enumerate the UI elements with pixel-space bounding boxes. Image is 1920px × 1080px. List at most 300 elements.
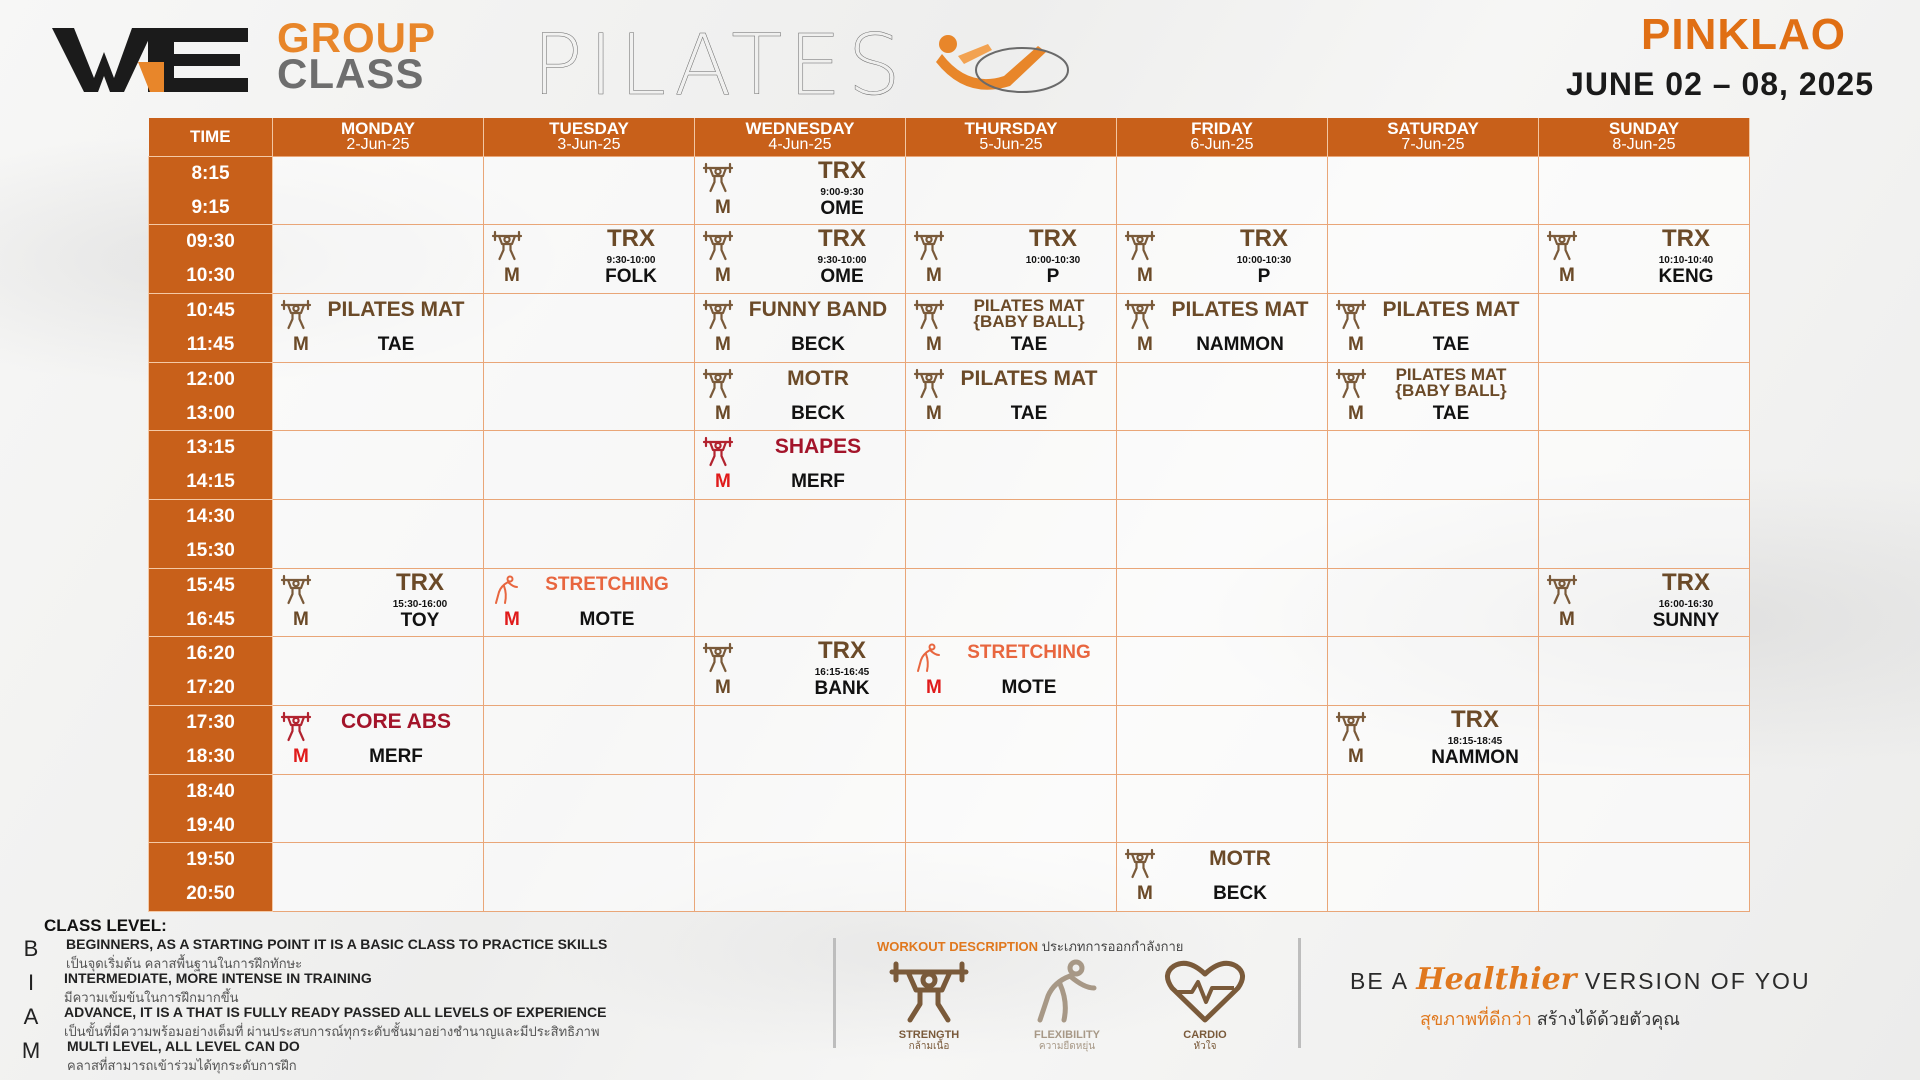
- schedule-cell: [906, 774, 1117, 843]
- class-name: FUNNY BAND: [748, 297, 888, 321]
- schedule-cell: [273, 156, 484, 225]
- strength-icon: [886, 958, 972, 1026]
- schedule-cell: [1328, 431, 1539, 500]
- schedule-cell: [1539, 843, 1750, 912]
- cardio-strength-icon: [280, 711, 312, 743]
- day-name: MONDAY: [341, 118, 415, 138]
- class-entry[interactable]: [695, 225, 905, 293]
- schedule-cell: [484, 774, 695, 843]
- strength-icon: [913, 230, 945, 262]
- slot-start-time: 16:20: [186, 643, 235, 665]
- slot-start-time: 14:30: [186, 505, 235, 527]
- day-name: SATURDAY: [1387, 118, 1479, 138]
- level-description-thai: เป็นขั้นที่มีความพร้อมอย่างเต็มที่ ผ่านประสบการณ์ทุกระดับชั้นมาอย่างชำนาญและมีประสิทธิภาพ: [64, 1024, 600, 1039]
- time-cell: [149, 568, 273, 637]
- day-date: 5-Jun-25: [979, 135, 1043, 153]
- schedule-cell: [1117, 362, 1328, 431]
- class-level: M: [1559, 265, 1575, 287]
- day-header-saturday: [1328, 118, 1539, 156]
- strength-icon: [1546, 574, 1578, 606]
- slot-start-time: 12:00: [186, 368, 235, 390]
- schedule-cell: [484, 156, 695, 225]
- schedule-cell: [484, 706, 695, 775]
- schedule-cell: [1539, 774, 1750, 843]
- class-name: TRX: [818, 156, 866, 184]
- workout-strength: [869, 958, 989, 1052]
- strength-icon: [702, 368, 734, 400]
- class-level: M: [1137, 265, 1153, 287]
- class-level: M: [1137, 333, 1153, 355]
- schedule-cell: [1539, 637, 1750, 706]
- flexibility-icon: [491, 574, 523, 606]
- time-slot-row: [149, 362, 1750, 431]
- schedule-cell: [1117, 431, 1328, 500]
- schedule-cell: [1117, 843, 1328, 912]
- class-entry[interactable]: [906, 294, 1116, 362]
- class-name: PILATES MAT: [1382, 297, 1520, 321]
- schedule-cell: [1539, 156, 1750, 225]
- class-level: M: [715, 333, 731, 355]
- slot-start-time: 15:45: [186, 574, 235, 596]
- schedule-cell: [273, 706, 484, 775]
- schedule-cell: [906, 431, 1117, 500]
- class-name: TRX: [1029, 225, 1077, 253]
- instructor-name: OME: [820, 197, 864, 219]
- we-logo: [52, 22, 252, 94]
- schedule-cell: [1328, 293, 1539, 362]
- schedule-header-row: [149, 118, 1750, 156]
- schedule-cell: [273, 293, 484, 362]
- class-time: 10:00-10:30: [1025, 255, 1081, 267]
- pilates-title: PILATES: [532, 16, 907, 114]
- class-time: 9:30-10:00: [606, 255, 656, 267]
- schedule-cell: [273, 637, 484, 706]
- class-level: M: [715, 265, 731, 287]
- class-entry[interactable]: [1117, 294, 1327, 362]
- time-cell: [149, 293, 273, 362]
- schedule-cell: [906, 225, 1117, 294]
- class-level: M: [293, 333, 309, 355]
- slot-end-time: 9:15: [191, 196, 230, 218]
- level-description: MULTI LEVEL, ALL LEVEL CAN DO: [67, 1038, 300, 1054]
- day-header-monday: [273, 118, 484, 156]
- time-cell: [149, 499, 273, 568]
- strength-icon: [280, 299, 312, 331]
- class-entry[interactable]: [273, 294, 483, 362]
- day-name: SUNDAY: [1608, 118, 1680, 138]
- class-name: TRX: [818, 637, 866, 665]
- class-entry[interactable]: [695, 157, 905, 225]
- class-level: M: [926, 402, 942, 424]
- level-letter: B: [23, 936, 39, 961]
- class-name: TRX: [1662, 225, 1710, 253]
- class-entry[interactable]: [273, 706, 483, 774]
- schedule-cell: [1539, 225, 1750, 294]
- slot-end-time: 15:30: [186, 539, 235, 561]
- time-slot-row: [149, 156, 1750, 225]
- schedule-cell: [695, 706, 906, 775]
- day-date: 6-Jun-25: [1190, 135, 1254, 153]
- slot-start-time: 18:40: [186, 780, 235, 802]
- class-name-line: PILATES MAT: [973, 295, 1085, 315]
- strength-icon: [1124, 848, 1156, 880]
- strength-icon: [1124, 230, 1156, 262]
- schedule-cell: [484, 843, 695, 912]
- instructor-name: P: [1257, 266, 1271, 288]
- class-time: 9:30-10:00: [817, 255, 867, 267]
- schedule-cell: [695, 225, 906, 294]
- class-name: STRETCHING: [967, 642, 1091, 664]
- class-level: M: [926, 677, 942, 699]
- class-name-line: {BABY BALL}: [973, 311, 1085, 331]
- schedule-cell: [273, 568, 484, 637]
- slot-start-time: 13:15: [186, 437, 235, 459]
- strength-icon: [1335, 711, 1367, 743]
- class-entry[interactable]: [273, 569, 483, 637]
- class-name: TRX: [1240, 225, 1288, 253]
- schedule-cell: [906, 362, 1117, 431]
- workout-title-en: WORKOUT DESCRIPTION: [877, 939, 1039, 954]
- day-header-thursday: [906, 118, 1117, 156]
- slogan-healthier: Healthier: [1416, 962, 1577, 997]
- time-cell: [149, 156, 273, 225]
- schedule-cell: [1539, 293, 1750, 362]
- divider: [833, 938, 836, 1048]
- instructor-name: TAE: [1010, 333, 1048, 355]
- class-entry[interactable]: [1328, 363, 1538, 431]
- schedule-cell: [273, 225, 484, 294]
- class-entry[interactable]: [906, 363, 1116, 431]
- day-date: 4-Jun-25: [768, 135, 832, 153]
- instructor-name: BANK: [814, 678, 870, 700]
- instructor-name: NAMMON: [1196, 333, 1284, 355]
- class-entry[interactable]: [695, 294, 905, 362]
- instructor-name: BECK: [791, 333, 845, 355]
- class-level: M: [926, 333, 942, 355]
- class-entry[interactable]: [484, 569, 694, 637]
- class-entry[interactable]: [1328, 294, 1538, 362]
- class-level: M: [1348, 333, 1364, 355]
- strength-icon: [702, 162, 734, 194]
- schedule-cell: [906, 843, 1117, 912]
- time-column-header: TIME: [149, 118, 273, 156]
- group-class-title: [277, 14, 437, 97]
- schedule-cell: [1328, 706, 1539, 775]
- strength-icon: [702, 642, 734, 674]
- strength-icon: [280, 574, 312, 606]
- strength-icon: [702, 230, 734, 262]
- class-time: 18:15-18:45: [1447, 736, 1503, 747]
- class-name-line: {BABY BALL}: [1395, 380, 1507, 400]
- slot-end-time: 14:15: [186, 471, 235, 493]
- class-level: M: [715, 402, 731, 424]
- level-description-thai: เป็นจุดเริ่มต้น คลาสพื้นฐานในการฝึกทักษะ: [66, 956, 303, 971]
- schedule-cell: [695, 293, 906, 362]
- workout-flexibility: [1007, 958, 1127, 1052]
- schedule-cell: [1328, 499, 1539, 568]
- instructor-name: MOTE: [579, 608, 635, 630]
- schedule-cell: [1117, 568, 1328, 637]
- time-cell: [149, 774, 273, 843]
- schedule-cell: [695, 362, 906, 431]
- class-level: M: [1559, 608, 1575, 630]
- schedule-cell: [906, 637, 1117, 706]
- class-entry[interactable]: [695, 363, 905, 431]
- schedule-cell: [1539, 706, 1750, 775]
- day-name: TUESDAY: [549, 118, 629, 138]
- class-name: PILATES MAT: [327, 297, 465, 321]
- time-cell: [149, 362, 273, 431]
- day-header-tuesday: [484, 118, 695, 156]
- class-entry[interactable]: [906, 637, 1116, 705]
- group-label: GROUP: [277, 14, 437, 61]
- class-level: M: [1348, 402, 1364, 424]
- time-cell: [149, 225, 273, 294]
- day-header-wednesday: [695, 118, 906, 156]
- schedule-cell: [484, 362, 695, 431]
- slot-start-time: 19:50: [186, 849, 235, 871]
- slot-start-time: 17:30: [186, 712, 235, 733]
- schedule-cell: [906, 706, 1117, 775]
- time-slot-row: [149, 431, 1750, 500]
- schedule-cell: [695, 499, 906, 568]
- class-level: M: [504, 608, 520, 630]
- workout-caption-thai: ความยืดหยุ่น: [1038, 1041, 1096, 1052]
- instructor-name: TAE: [1432, 402, 1470, 424]
- class-label: CLASS: [277, 50, 425, 97]
- day-header-sunday: [1539, 118, 1750, 156]
- strength-icon: [1546, 230, 1578, 262]
- class-name: PILATES MAT: [1171, 297, 1309, 321]
- schedule-cell: [1539, 362, 1750, 431]
- instructor-name: NAMMON: [1431, 747, 1519, 768]
- slogan: [1350, 962, 1811, 997]
- strength-icon: [913, 368, 945, 400]
- class-name: TRX: [396, 568, 444, 596]
- schedule-cell: [1117, 293, 1328, 362]
- class-level: M: [504, 265, 520, 287]
- pilates-pose-icon: [918, 26, 1078, 96]
- cardio-strength-icon: [702, 436, 734, 468]
- class-time: 10:10-10:40: [1658, 255, 1714, 267]
- schedule-cell: [1328, 774, 1539, 843]
- strength-icon: [913, 299, 945, 331]
- workout-caption: FLEXIBILITY: [1034, 1029, 1100, 1041]
- workout-caption: STRENGTH: [898, 1029, 960, 1041]
- time-slot-row: [149, 568, 1750, 637]
- class-level: M: [715, 471, 731, 493]
- time-slot-row: [149, 499, 1750, 568]
- schedule-cell: [484, 225, 695, 294]
- day-date: 7-Jun-25: [1401, 135, 1465, 153]
- time-slot-row: [149, 225, 1750, 294]
- strength-icon: [702, 299, 734, 331]
- schedule-cell: [484, 568, 695, 637]
- class-name: MOTR: [787, 366, 849, 390]
- level-letter: I: [27, 970, 35, 995]
- class-name-line: PILATES MAT: [1395, 364, 1507, 384]
- schedule-cell: [273, 431, 484, 500]
- schedule-cell: [906, 293, 1117, 362]
- class-entry[interactable]: [1117, 225, 1327, 293]
- instructor-name: SUNNY: [1652, 609, 1720, 631]
- date-range: JUNE 02 – 08, 2025: [1566, 66, 1874, 102]
- time-slot-row: [149, 293, 1750, 362]
- instructor-name: BECK: [1213, 883, 1267, 905]
- class-level: M: [293, 608, 309, 630]
- class-name: PILATES MAT: [960, 366, 1098, 390]
- schedule-cell: [1328, 568, 1539, 637]
- level-description-thai: มีความเข้มข้นในการฝึกมากขึ้น: [64, 990, 239, 1005]
- schedule-cell: [1117, 225, 1328, 294]
- schedule-cell: [1539, 568, 1750, 637]
- class-level: M: [715, 677, 731, 699]
- class-entry[interactable]: [1539, 569, 1749, 637]
- class-entry[interactable]: [695, 637, 905, 705]
- day-date: 3-Jun-25: [557, 135, 621, 153]
- workout-caption: CARDIO: [1183, 1029, 1227, 1041]
- class-time: 15:30-16:00: [392, 598, 448, 610]
- strength-icon: [1335, 368, 1367, 400]
- instructor-name: TAE: [377, 333, 415, 355]
- schedule-cell: [1328, 225, 1539, 294]
- divider: [1298, 938, 1301, 1048]
- schedule-cell: [484, 293, 695, 362]
- schedule-cell: [273, 362, 484, 431]
- level-description: INTERMEDIATE, MORE INTENSE IN TRAINING: [64, 970, 372, 986]
- schedule-cell: [484, 499, 695, 568]
- class-entry[interactable]: [1539, 225, 1749, 293]
- schedule-cell: [273, 843, 484, 912]
- schedule-cell: [1117, 637, 1328, 706]
- time-slot-row: [149, 706, 1750, 775]
- schedule-cell: [695, 568, 906, 637]
- day-header-friday: [1117, 118, 1328, 156]
- day-date: 2-Jun-25: [346, 135, 410, 153]
- class-name: TRX: [1662, 568, 1710, 596]
- schedule-cell: [273, 774, 484, 843]
- slogan-thai: [1420, 1004, 1680, 1033]
- day-name: FRIDAY: [1191, 118, 1253, 138]
- instructor-name: MERF: [791, 471, 845, 493]
- class-name: MOTR: [1209, 847, 1271, 871]
- class-entry[interactable]: [906, 225, 1116, 293]
- schedule-cell: [695, 637, 906, 706]
- class-level: M: [926, 265, 942, 287]
- schedule-cell: [273, 499, 484, 568]
- class-entry[interactable]: [484, 225, 694, 293]
- class-name: CORE ABS: [340, 710, 452, 733]
- level-letter: A: [23, 1004, 39, 1029]
- slot-start-time: 10:45: [186, 299, 235, 321]
- class-entry[interactable]: [1117, 843, 1327, 911]
- slogan-suffix: VERSION OF YOU: [1584, 968, 1811, 994]
- day-date: 8-Jun-25: [1612, 135, 1676, 153]
- schedule-cell: [906, 499, 1117, 568]
- class-time: 9:00-9:30: [820, 186, 864, 198]
- level-description: BEGINNERS, AS A STARTING POINT IT IS A BASIC CLASS TO PRACTICE SKILLS: [66, 936, 608, 952]
- class-name: SHAPES: [774, 435, 862, 459]
- schedule-cell: [1117, 706, 1328, 775]
- schedule-cell: [695, 156, 906, 225]
- slogan-thai-2: สร้างได้ด้วยตัวคุณ: [1531, 1009, 1680, 1029]
- class-entry[interactable]: [1328, 706, 1538, 774]
- slot-end-time: 11:45: [186, 333, 235, 355]
- class-name: STRETCHING: [545, 573, 669, 595]
- schedule-cell: [695, 774, 906, 843]
- slot-start-time: 8:15: [191, 162, 230, 184]
- level-description-thai: คลาสที่สามารถเข้าร่วมได้ทุกระดับการฝึก: [67, 1058, 297, 1073]
- instructor-name: TAE: [1432, 333, 1470, 355]
- class-name: TRX: [818, 225, 866, 253]
- class-level: M: [715, 196, 731, 218]
- slot-end-time: 20:50: [186, 883, 235, 905]
- time-slot-row: [149, 843, 1750, 912]
- level-description: ADVANCE, IT IS A THAT IS FULLY READY PASSED ALL LEVELS OF EXPERIENCE: [64, 1004, 607, 1020]
- cardio-icon: [1162, 958, 1248, 1026]
- instructor-name: BECK: [791, 402, 845, 424]
- slogan-thai-1: สุขภาพที่ดีกว่า: [1420, 1009, 1532, 1029]
- strength-icon: [1335, 299, 1367, 331]
- schedule-cell: [906, 156, 1117, 225]
- time-slot-row: [149, 774, 1750, 843]
- schedule-cell: [906, 568, 1117, 637]
- level-letter: M: [21, 1038, 41, 1063]
- class-time: 10:00-10:30: [1236, 255, 1292, 267]
- schedule-cell: [1117, 774, 1328, 843]
- workout-title-th: ประเภทการออกกำลังกาย: [1041, 939, 1184, 954]
- schedule-cell: [695, 843, 906, 912]
- workout-cardio: [1145, 958, 1265, 1052]
- branch-name: PINKLAO: [1641, 10, 1846, 59]
- time-cell: [149, 431, 273, 500]
- time-cell: [149, 843, 273, 912]
- slot-end-time: 16:45: [186, 608, 235, 630]
- time-cell: [149, 637, 273, 706]
- instructor-name: MERF: [369, 746, 423, 767]
- instructor-name: OME: [820, 266, 864, 288]
- flexibility-icon: [913, 642, 945, 674]
- time-cell: [149, 706, 273, 775]
- schedule-cell: [695, 431, 906, 500]
- instructor-name: TAE: [1010, 402, 1048, 424]
- class-level: M: [293, 746, 309, 767]
- schedule-cell: [1539, 431, 1750, 500]
- slot-end-time: 19:40: [186, 814, 235, 836]
- instructor-name: FOLK: [605, 266, 657, 288]
- slot-start-time: 09:30: [186, 231, 235, 253]
- time-slot-row: [149, 637, 1750, 706]
- class-entry[interactable]: [695, 431, 905, 499]
- schedule-table: [148, 118, 1750, 912]
- class-name: TRX: [1451, 706, 1499, 733]
- strength-icon: [491, 230, 523, 262]
- schedule-cell: [1328, 156, 1539, 225]
- schedule-cell: [1117, 499, 1328, 568]
- slot-end-time: 13:00: [186, 402, 235, 424]
- schedule-cell: [1328, 843, 1539, 912]
- schedule-cell: [484, 637, 695, 706]
- day-name: THURSDAY: [964, 118, 1058, 138]
- flexibility-icon: [1024, 958, 1110, 1026]
- schedule-cell: [1328, 637, 1539, 706]
- workout-caption-thai: กล้ามเนื้อ: [908, 1041, 950, 1052]
- instructor-name: TOY: [400, 609, 440, 631]
- instructor-name: KENG: [1658, 266, 1714, 288]
- instructor-name: MOTE: [1001, 677, 1057, 699]
- class-time: 16:00-16:30: [1658, 598, 1714, 610]
- slogan-prefix: BE A: [1350, 968, 1408, 994]
